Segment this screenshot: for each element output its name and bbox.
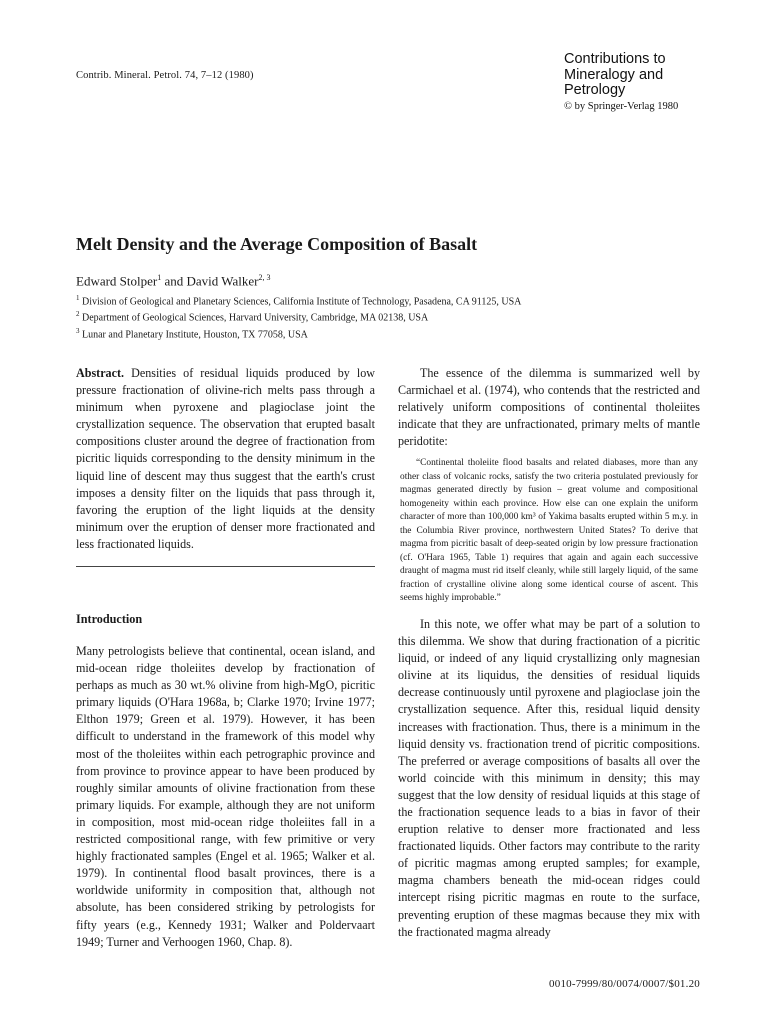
affiliations bbox=[76, 292, 521, 341]
author-stolper-affil: 1 bbox=[157, 273, 162, 282]
affiliation-1 bbox=[76, 292, 521, 308]
author-walker-affil: 2, 3 bbox=[258, 273, 271, 282]
affiliation-3 bbox=[76, 325, 521, 341]
issn-price-code: 0010-7999/80/0074/0007/$01.20 bbox=[549, 978, 700, 990]
journal-masthead bbox=[564, 52, 744, 114]
journal-citation: Contrib. Mineral. Petrol. 74, 7–12 (1980) bbox=[76, 70, 254, 81]
solution-paragraph: In this note, we offer what may be part of a solution to this dilemma. We show that during fractionation of a picritic liquid, or indeed of any liquid crystallizing only magnesian olivine at its liquidus, the densities of residual liquids decrease continuously until pyroxene and plagioclase join the crystallization sequence. After this, residual liquid density increases with fractionation. Thus, there is a minimum in the liquid density vs. fractionation trend of picritic compositions. The preferred or average compositions of basalts all over the world coincide with this minimum in density; this may suggest that the low density of residual liquids at this stage of the fractionation sequence leads to a bias in favor of their eruption relative to denser more fractionated and less fractionated liquids. Other factors may contribute to the rarity of picritic magmas among erupted samples; for example, magma chambers beneath the mid-ocean ridges could intercept rising picritic magmas en route to the surface, preventing eruption of these magmas because they mix with the fractionated magma already bbox=[398, 616, 700, 939]
author-stolper: Edward Stolper bbox=[76, 273, 158, 289]
affiliation-3-number: 3 bbox=[76, 326, 80, 335]
introduction-section bbox=[76, 643, 375, 951]
article-title: Melt Density and the Average Composition of Basalt bbox=[76, 234, 478, 254]
introduction-heading: Introduction bbox=[76, 612, 143, 626]
abstract-label: Abstract. bbox=[76, 366, 125, 380]
affiliation-2-text: Department of Geological Sciences, Harvard University, Cambridge, MA 02138, USA bbox=[79, 312, 429, 324]
carmichael-quote: “Continental tholeiite flood basalts and related diabases, more than any other class of volcanic rocks, satisfy the two criteria postulated previously for magmas generated directly by fusion – great volume and compositional homogeneity within each province. How else can one explain the uniform character of more than 100,000 km³ of Yakima basalts erupted within 5 m.y. in the Columbia River province, northwestern United States? To derive that magma from picritic basalt of deep-seated origin by low pressure fractionation (cf. O'Hara 1965, Table 1) requires that again and again each successive draught of magma must rid itself cleanly, while still largely liquid, of the same fraction of crystalline olivine along some identical course of ascent. This seems highly improbable.” bbox=[400, 458, 698, 604]
journal-name-line-2: Mineralogy and bbox=[564, 66, 664, 83]
journal-name-line-1: Contributions to bbox=[564, 51, 666, 67]
journal-name-line-3: Petrology bbox=[564, 82, 626, 98]
introduction-paragraph: Many petrologists believe that continental, ocean island, and mid-ocean ridge tholeiites develop by fractionation of perhaps as much as 30 wt.% olivine from high-MgO, picritic primary liquids (O'Hara 1968a, b; Clarke 1970; Irvine 1977; Elthon 1979; Green et al. 1979). However, it has been difficult to understand in the framework of this model why most of the tholeiites within each petrographic province and from province to province appear to have been produced by roughly similar amounts of olivine fractionation from these primary liquids. For example, although they are not uniform in composition, most mid-ocean ridge tholeiites fall in a restricted compositional range, with few primitive or very highly fractionated samples (Engel et al. 1965; Walker et al. 1979). In continental flood basalt provinces, there is a worldwide uniformity in composition that, although not absolute, has been considered striking by petrologists for fifty years (e.g., Kennedy 1931; Walker and Poldervaart 1949; Turner and Verhoogen 1960, Chap. 8). bbox=[76, 644, 375, 949]
abstract-paragraph bbox=[76, 365, 375, 553]
affiliation-2-number: 2 bbox=[76, 310, 80, 319]
abstract-divider bbox=[76, 566, 375, 567]
abstract bbox=[76, 365, 375, 553]
dilemma-paragraph: The essence of the dilemma is summarized well by Carmichael et al. (1974), who contends that the restricted and relatively uniform compositions of continental tholeiites indicate that they are unfractionated, primary melts of mantle peridotite: bbox=[398, 366, 700, 449]
author-walker: David Walker bbox=[186, 273, 259, 289]
right-column bbox=[398, 365, 700, 941]
affiliation-3-text: Lunar and Planetary Institute, Houston, TX 77058, USA bbox=[79, 328, 308, 340]
copyright-notice: © by Springer-Verlag 1980 bbox=[564, 100, 679, 112]
abstract-text: Densities of residual liquids produced by low pressure fractionation of olivine-rich melts pass through a minimum when pyroxene and plagioclase joint the crystallization sequence. The observation that erupted basalt compositions cluster around the degree of fractionation from picritic liquids corresponding to the density minimum in the liquid line of descent may thus suggest that the earth's crust imposes a density filter on the liquids that pass through it, favoring the eruption of the light liquids at the density minimum over the eruption of denser more fractionated and less fractionated liquids. bbox=[76, 366, 375, 551]
affiliation-1-text: Division of Geological and Planetary Sciences, California Institute of Technology, Pasadena, CA 91125, USA bbox=[79, 296, 522, 308]
author-conjunction: and bbox=[161, 273, 187, 289]
affiliation-2 bbox=[76, 308, 521, 324]
affiliation-1-number: 1 bbox=[76, 294, 80, 302]
author-line bbox=[76, 273, 271, 289]
